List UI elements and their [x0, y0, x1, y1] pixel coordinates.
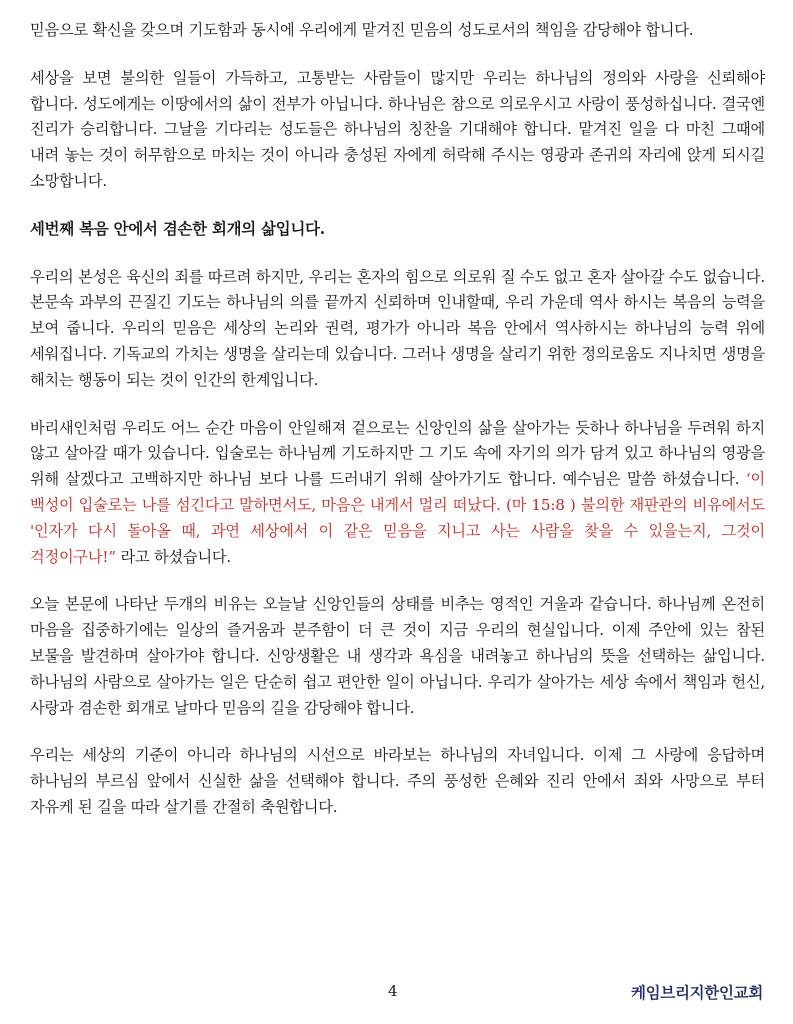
- paragraph-4: [30, 416, 765, 571]
- paragraph-3: 우리의 본성은 육신의 죄를 따르려 하지만, 우리는 혼자의 힘으로 의로워 질 수도 없고 혼자 살아갈 수도 없습니다. 본문속 과부의 끈질긴 기도는 하나님의 의를 끝까지 신뢰하며 인내할때, 우리 가운데 역사 하시는 복음의 능력을 보여 줍니다. 우리의 믿음은 세상의 논리와 권력, 평가가 아니라 복음 안에서 역사하시는 하나님의 능력 위에 세워집니다. 기독교의 가치는 생명을 살리는데 있습니다. 그러나 생명을 살리기 위한 정의로움도 지나치면 생명을 해치는 행동이 되는 것이 인간의 한계입니다.: [30, 267, 765, 389]
- page-number: 4: [388, 982, 398, 1000]
- paragraph-4-tail: 라고 하셨습니다.: [115, 547, 232, 566]
- page-body: [30, 18, 765, 843]
- section-heading: 세번째 복음 안에서 겸손한 회개의 삶입니다.: [30, 219, 325, 238]
- church-name: 케임브리지한인교회: [630, 983, 763, 1002]
- scripture-quote: ‘이 백성이 입술로는 나를 섬긴다고 말하면서도, 마음은 내게서 멀리 떠났다. (마 15:8 ) 불의한 재판관의 비유에서도 '인자가 다시 돌아올 때, 과연 세상에서 이 같은 믿음을 지니고 사는 사람을 찾을 수 있을는지, 그것이 걱정이구나!”: [30, 470, 765, 566]
- paragraph-2: 세상을 보면 불의한 일들이 가득하고, 고통받는 사람들이 많지만 우리는 하나님의 정의와 사랑을 신뢰해야 합니다. 성도에게는 이땅에서의 삶이 전부가 아닙니다. 하나님은 참으로 의로우시고 사랑이 풍성하십니다. 결국엔 진리가 승리합니다. 그날을 기다리는 성도들은 하나님의 칭찬을 기대해야 합니다. 맡겨진 일을 다 마친 그때에 내려 놓는 것이 허무함으로 마치는 것이 아니라 충성된 자에게 허락해 주시는 영광과 존귀의 자리에 앉게 되시길 소망합니다.: [30, 68, 765, 190]
- paragraph-5: 오늘 본문에 나타난 두개의 비유는 오늘날 신앙인들의 상태를 비추는 영적인 거울과 같습니다. 하나님께 온전히 마음을 집중하기에는 일상의 즐거움과 분주함이 더 큰 것이 지금 우리의 현실입니다. 이제 주안에 있는 참된 보물을 발견하며 살아가야 합니다. 신앙생활은 내 생각과 욕심을 내려놓고 하나님의 뜻을 선택하는 삶입니다. 하나님의 사람으로 살아가는 일은 단순히 쉽고 편안한 일이 아닙니다. 우리가 살아가는 세상 속에서 책임과 헌신, 사랑과 겸손한 회개로 날마다 믿음의 길을 감당해야 합니다.: [30, 595, 765, 717]
- paragraph-6: 우리는 세상의 기준이 아니라 하나님의 시선으로 바라보는 하나님의 자녀입니다. 이제 그 사랑에 응답하며 하나님의 부르심 앞에서 신실한 삶을 선택해야 합니다. 주의 풍성한 은혜와 진리 안에서 죄와 사망으로 부터 자유케 된 길을 따라 살기를 간절히 축원합니다.: [30, 746, 765, 816]
- paragraph-1: 믿음으로 확신을 갖으며 기도함과 동시에 우리에게 맡겨진 믿음의 성도로서의 책임을 감당해야 합니다.: [30, 21, 694, 39]
- paragraph-4-lead: 바리새인처럼 우리도 어느 순간 마음이 안일해져 겉으로는 신앙인의 삶을 살아가는 듯하나 하나님을 두려워 하지 않고 살아갈 때가 있습니다. 입술로는 하나님께 기도하지만 그 기도 속에 자기의 의가 담겨 있고 하나님의 영광을 위해 살겠다고 고백하지만 하나님 보다 나를 드러내기 위해 살아가기도 합니다. 예수님은 말씀 하셨습니다.: [30, 418, 765, 489]
